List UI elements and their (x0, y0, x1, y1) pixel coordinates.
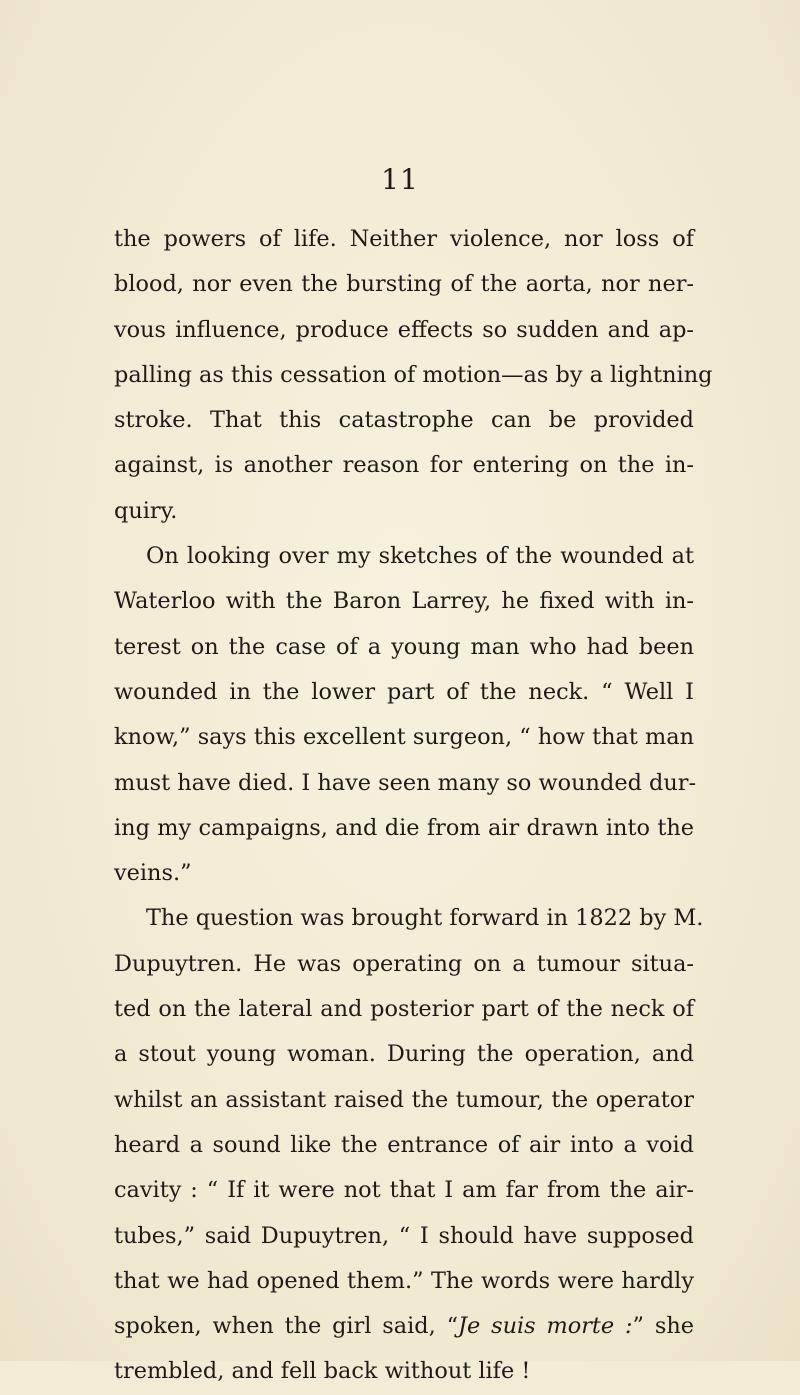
paragraph-first-line: On looking over my sketches of the wounded at (146, 543, 694, 570)
text-line: quiry. (114, 497, 178, 524)
text-line-with-italic (114, 1304, 694, 1349)
text-line: heard a sound like the entrance of air into a void (114, 1131, 694, 1158)
page-number: 11 (381, 163, 419, 196)
text-line: must have died. I have seen many so wounded dur- (114, 769, 697, 796)
body-text (114, 217, 713, 1395)
text-line: wounded in the lower part of the neck. “ Well I (114, 678, 694, 705)
italic-quote: Je suis morte : (458, 1313, 633, 1340)
text-line: terest on the case of a young man who had been (114, 633, 694, 660)
text-line: stroke. That this catastrophe can be provided (114, 407, 694, 434)
text-line: Dupuytren. He was operating on a tumour situa- (114, 950, 694, 977)
text-line: veins.” (114, 860, 192, 887)
text-line: ing my campaigns, and die from air drawn into the (114, 814, 694, 841)
text-segment: ” she (632, 1313, 694, 1340)
text-line: the powers of life. Neither violence, nor loss of (114, 226, 694, 252)
text-line: against, is another reason for entering on the in- (114, 452, 694, 479)
text-line: a stout young woman. During the operation, and (114, 1041, 694, 1068)
text-line: blood, nor even the bursting of the aorta, nor ner- (114, 271, 694, 298)
text-segment: spoken, when the girl said, “ (114, 1313, 459, 1340)
text-line: ted on the lateral and posterior part of the neck of (114, 996, 694, 1023)
text-line: Waterloo with the Baron Larrey, he fixed with in- (114, 588, 694, 615)
text-line: trembled, and fell back without life ! (114, 1358, 531, 1385)
text-line: know,” says this excellent surgeon, “ how that man (114, 724, 694, 751)
text-line: cavity : “ If it were not that I am far from the air- (114, 1177, 694, 1204)
text-line: that we had opened them.” The words were hardly (114, 1267, 694, 1294)
paragraph-first-line: The question was brought forward in 1822 by M. (146, 905, 704, 932)
text-line: vous influence, produce effects so sudden and ap- (114, 316, 694, 343)
text-line: palling as this cessation of motion—as by a lightning (114, 361, 713, 388)
text-line: tubes,” said Dupuytren, “ I should have supposed (114, 1222, 694, 1249)
text-line: whilst an assistant raised the tumour, the operator (114, 1086, 694, 1113)
